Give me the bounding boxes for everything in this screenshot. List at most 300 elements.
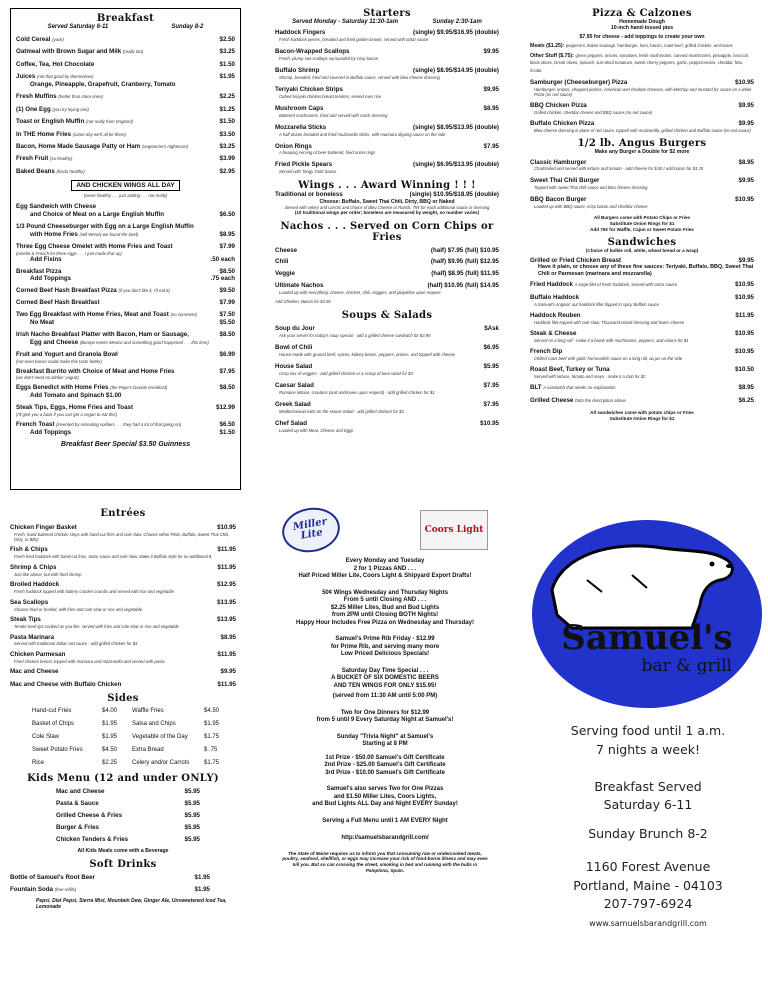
menu-item-name-wrap: [10, 616, 41, 624]
menu-item-row: [16, 404, 235, 412]
menu-item-name: Chili: [275, 258, 289, 266]
menu-item-name: Breakfast Burrito with Choice of Meat and Home Fries: [16, 367, 175, 375]
menu-item-name-wrap: [530, 196, 586, 204]
menu-item-name-wrap: [275, 401, 311, 409]
menu-item-desc: Charbroiled and served with lettuce and tomato - add cheese for $.50 / add bacon for $1.25: [534, 166, 704, 172]
menu-item-name: Juices: [16, 73, 36, 81]
wings-desc: Served with celery and carrots and choice of Bleu Cheese or Ranch, 75¢ for each additional sauce or dressing: [284, 204, 490, 210]
menu-item-name-wrap: [16, 73, 94, 81]
menu-item-desc: Mediterranean twist on the House Salad - add grilled chicken for $3: [279, 408, 404, 414]
menu-item-price: (half) $8.95 (full) $11.95: [431, 270, 499, 278]
menu-item-row: [275, 382, 499, 390]
burgers-sub: Make any Burger a Double for $2 more: [594, 148, 690, 155]
entrees-title: Entrées: [100, 508, 146, 519]
menu-item-name: Bacon, Home Made Sausage Patty or Ham: [16, 143, 141, 151]
menu-item: [10, 581, 236, 594]
menu-item-name-wrap: [530, 79, 627, 87]
menu-item-sub-wrap: [30, 231, 138, 239]
menu-item: [10, 524, 236, 542]
menu-item-name-wrap: [275, 67, 319, 75]
menu-item-price: $3.25: [219, 48, 235, 56]
promo-line: 2nd Prize - $25.00 Samuel's Gift Certificate: [324, 762, 446, 768]
pizza-cheese: $7.95 for cheese - add toppings to create your own: [579, 34, 705, 40]
menu-item-name-wrap: [16, 155, 72, 163]
menu-item-name: Buffalo Haddock: [530, 294, 580, 302]
address-street: 1160 Forest Avenue: [585, 858, 711, 874]
pizza-column: [530, 8, 754, 422]
menu-item: [275, 344, 499, 357]
promo-block: [270, 710, 500, 725]
menu-item-desc: Loaded up with Meat, Cheese and Eggs: [279, 427, 354, 433]
side-name: Sweet Potato Fries: [32, 746, 83, 753]
menu-item-name: Toast or English Muffin: [16, 118, 85, 126]
menu-item-row: [530, 159, 754, 167]
menu-item: [16, 48, 235, 56]
promo-line: and $1.50 Miller Lites, Coors Lights,: [333, 793, 437, 800]
menu-item-price: $10.95: [735, 347, 754, 355]
menu-item-name-wrap: [10, 681, 121, 689]
menu-item: [275, 29, 499, 42]
menu-item-name: Buffalo Chicken Pizza: [530, 119, 595, 127]
menu-item-name: 1/3 Pound Cheeseburger with Egg on a Large English Muffin: [16, 222, 194, 230]
kids-item-name: Chicken Tenders & Fries: [56, 836, 129, 844]
nachos-add: Add Chicken, Bacon for $3.50: [275, 299, 331, 305]
menu-item-name: Greek Salad: [275, 400, 311, 408]
menu-item-sub: with Home Fries: [30, 230, 78, 238]
menu-item: [16, 143, 235, 151]
menu-item-name-wrap: [275, 247, 297, 255]
pizza-title: Pizza & Calzones: [592, 8, 692, 19]
menu-item-name-wrap: [275, 48, 350, 56]
menu-item-name-wrap: [275, 344, 312, 352]
menu-item-sub-price: $1.50: [219, 429, 235, 436]
menu-item-name-wrap: [10, 651, 65, 659]
menu-item-note: (same day we'll all be there): [72, 131, 127, 137]
menu-item-name-wrap: [16, 143, 188, 151]
menu-item-sub: Add Toppings: [30, 275, 72, 283]
menu-item-price: $6.50: [219, 421, 235, 429]
kids-item-price: $5.95: [184, 836, 200, 844]
wings-title: Wings . . . Award Winning ! ! !: [298, 180, 476, 192]
menu-item-name-wrap: [16, 299, 100, 307]
menu-item-sub: No Meat: [30, 318, 55, 326]
menu-item-name: Haddock Fingers: [275, 29, 326, 36]
menu-item-note: (yuck): [52, 37, 64, 42]
pizza-meats-label: Meats ($1.25):: [530, 43, 565, 49]
menu-item-sub: Add Toppings: [30, 429, 72, 436]
wings-price: (single) $10.95/$18.95 (double): [409, 191, 499, 199]
menu-item-row: [275, 258, 499, 266]
menu-item-desc: Fried chicken breast, topped with marinara and mozzarella and served with pasta: [14, 658, 165, 664]
menu-item-row: [16, 118, 235, 126]
menu-item-row: [16, 243, 235, 251]
promo-line: Low Priced Delicious Specials!: [340, 651, 430, 657]
sides-row: [32, 721, 236, 728]
menu-item-name-wrap: [275, 325, 315, 333]
menu-item: [530, 79, 754, 97]
menu-item-row: [10, 651, 236, 659]
menu-item-name-wrap: [10, 524, 77, 532]
menu-item-row: [10, 546, 236, 554]
menu-item-price: $5.95: [483, 363, 499, 370]
menu-item-price: $8.95: [738, 158, 754, 166]
wings-type: Traditional or boneless: [275, 191, 343, 199]
breakfast-sunday: Sunday 8-2: [171, 24, 204, 30]
menu-item-row: [16, 331, 235, 339]
menu-item-name-wrap: [275, 86, 343, 94]
menu-item-name: French Toast: [16, 421, 55, 429]
menu-item-sub-price: $5.50: [219, 318, 235, 326]
menu-item-sub-wrap: [30, 275, 71, 283]
menu-item-name: Fried Haddock: [530, 281, 573, 289]
menu-item-name: Fresh Fruit: [16, 155, 49, 163]
menu-item-desc: Bleu cheese dressing in place of red sauce, topped with mozzarella, grilled chicken and Buffalo sauce (no red sauce): [534, 127, 751, 133]
menu-item: [16, 404, 235, 417]
menu-item-price: $7.95: [483, 400, 499, 408]
promo-line: Half Priced Miller Lite, Coors Light & Shipyard Export Drafts!: [298, 573, 472, 579]
entrees-column: [10, 508, 236, 911]
side-price: $1.75: [204, 759, 220, 766]
sandwich-chicken-name: Grilled or Fried Chicken Breast: [530, 257, 622, 265]
entrees-list: [10, 524, 236, 689]
menu-item-price: $9.95: [483, 47, 499, 55]
menu-item-sub-note: (Bumpo meets Mexico and something good happened . . . this time): [79, 339, 209, 345]
menu-item-name: Chicken Parmesan: [10, 650, 66, 658]
soups-title: Soups & Salads: [341, 310, 433, 322]
drink-refill: (free refills): [54, 887, 77, 893]
pizza-dough: Homemade Dough: [619, 19, 665, 25]
menu-item-row: [16, 368, 235, 376]
menu-item-sub-price: $8.95: [219, 230, 235, 238]
side-price: $ .75: [204, 746, 218, 753]
menu-item-name: Mac and Cheese with Buffalo Chicken: [10, 680, 122, 688]
menu-item-note: (better than store ones): [58, 94, 103, 100]
promo-full-menu: Serving a Full Menu until 1 AM EVERY Night: [322, 817, 448, 824]
menu-item: [16, 168, 235, 176]
menu-item-price: $9.95: [483, 85, 499, 93]
side-price: $1.75: [204, 733, 220, 740]
menu-item-name-wrap: [275, 105, 323, 113]
kids-title: Kids Menu (12 and under ONLY): [27, 772, 219, 784]
menu-item-price: $7.50: [219, 311, 235, 319]
promo-block: [270, 668, 500, 691]
starters-sunday: Sunday 2:30-1am: [432, 19, 482, 25]
menu-item-row: [530, 366, 754, 374]
menu-item-name-wrap: [530, 397, 626, 405]
sides-row: [32, 747, 236, 754]
website: www.samuelsbarandgrill.com: [589, 919, 707, 928]
menu-item-name: Mushroom Caps: [275, 104, 324, 112]
menu-item-sub-wrap: [30, 429, 71, 437]
menu-item-name: Buffalo Shrimp: [275, 66, 320, 74]
menu-item-row: [275, 401, 499, 409]
menu-item-desc: A heaping serving of beer-battered, fried onion rings: [279, 150, 376, 156]
breakfast-served-label: Breakfast Served: [594, 778, 702, 794]
promo-line: (served from 11:30 AM until 5:00 PM): [332, 693, 438, 699]
side-price: $1.95: [102, 733, 118, 740]
burgers-note-3: Add 75¢ for Waffle, Cajun or Sweet Potato Fries: [590, 227, 694, 233]
menu-item: [275, 161, 499, 174]
menu-item-price: $8.50: [219, 384, 235, 392]
menu-item-price: $6.99: [219, 350, 235, 358]
menu-item: [10, 681, 236, 689]
menu-item-row: [275, 270, 499, 278]
menu-item-price: $3.50: [219, 130, 235, 138]
menu-item: [16, 331, 235, 347]
menu-item-name: Cheese: [275, 246, 298, 254]
menu-item-row: [275, 105, 499, 113]
menu-item-price: $8.95: [483, 104, 499, 112]
menu-item: [275, 258, 499, 266]
menu-item-note: (the Pope's favorite breakfast): [110, 385, 168, 391]
menu-item: [275, 247, 499, 255]
side-price: $1.95: [204, 721, 220, 728]
burgers-note-2: Substitute Onion Rings for $1: [609, 221, 675, 227]
menu-item-name: Irish Nacho Breakfast Platter with Bacon, Ham or Sausage,: [16, 330, 189, 338]
promo-line: AND TEN WINGS FOR ONLY $15.95!: [333, 682, 437, 689]
menu-item: [275, 363, 499, 376]
menu-item-row: [530, 348, 754, 356]
menu-item-note: (omelet & French for three eggs . . . I just made that up): [16, 250, 122, 256]
menu-item-desc: Topped with sweet Thai chili sauce and bleu cheese dressing: [534, 185, 648, 191]
menu-item-price: $10.95: [217, 524, 236, 531]
menu-item: [275, 86, 499, 99]
menu-item-name-wrap: [16, 268, 61, 276]
menu-item-price: $9.50: [219, 287, 235, 295]
menu-item: [530, 294, 754, 307]
menu-item-price: $2.95: [219, 167, 235, 175]
menu-item-row: [10, 634, 236, 642]
kids-item-price: $5.95: [184, 799, 200, 807]
logo-sub: bar & grill: [641, 656, 732, 676]
menu-item-name: Samburger (Cheeseburger) Pizza: [530, 78, 628, 86]
side-price: $4.00: [102, 708, 118, 715]
drink-item-name: Fountain Soda: [10, 886, 53, 894]
menu-item-sub-wrap: [30, 256, 62, 264]
side-name: Rice: [32, 759, 45, 766]
menu-item-name-wrap: [530, 159, 586, 167]
menu-item-name: Fresh Muffins: [16, 93, 57, 101]
promo-blocks: [270, 558, 500, 873]
menu-item-name: Caesar Salad: [275, 381, 314, 389]
promo-line: from 2PM until Closing BOTH Nights!: [331, 612, 439, 618]
menu-item: [275, 124, 499, 137]
menu-item-price: (single) $8.95/$13.95 (double): [413, 123, 499, 131]
menu-item: [16, 131, 235, 139]
menu-item: [530, 120, 754, 133]
menu-item-price: $13.95: [217, 598, 236, 606]
promo-line: Starting at 8 PM: [362, 741, 408, 747]
promo-line: A BUCKET OF SIX DOMESTIC BEERS: [331, 675, 439, 681]
menu-item-name: Teriyaki Chicken Strips: [275, 85, 343, 93]
menu-item-name-wrap: [16, 311, 197, 319]
menu-item-name: Coffee, Tea, Hot Chocolate: [16, 60, 95, 68]
info-column: [532, 520, 764, 930]
menu-item-row: [16, 73, 235, 81]
serving-hours: Serving food until 1 a.m.: [570, 723, 726, 738]
menu-item-name-wrap: [530, 177, 599, 185]
menu-item-name: Eggs Benedict with Home Fries: [16, 384, 109, 392]
menu-item-name: Haddock Reuben: [530, 312, 581, 320]
menu-item-name: Two Egg Breakfast with Home Fries, Meat and Toast: [16, 311, 169, 319]
promo-block: [270, 558, 500, 581]
menu-item-row: [16, 155, 235, 163]
menu-item-name-wrap: [275, 382, 314, 390]
menu-item-price: $7.99: [219, 242, 235, 250]
menu-item-name-wrap: [530, 102, 587, 110]
menu-item-sub-price: $6.50: [219, 211, 235, 219]
menu-item-name: Bacon-Wrapped Scallops: [275, 47, 350, 55]
menu-item-name: House Salad: [275, 363, 313, 370]
menu-item-row: [530, 312, 754, 320]
menu-item-price: $1.50: [219, 118, 235, 126]
sandwiches-note-1: All sandwiches come with potato chips or Fries: [590, 409, 694, 415]
kids-item: [56, 812, 200, 819]
menu-item-name-wrap: [10, 564, 56, 572]
menu-item-name: Mac and Cheese: [10, 668, 59, 676]
menu-item-sub-row: [16, 256, 235, 264]
promo-line: 2 for 1 Pizzas AND . . .: [353, 565, 417, 572]
menu-item-name-wrap: [10, 546, 48, 554]
promo-warning: The State of Maine requires us to inform you that consuming raw or undercooked meats, poultry, seafood, shellfish, or eggs may increase your risk of food-borne illness and may even kill you. But so can crossing the street, smoking in bed and running with the bulls in Pamplona, Spain.: [282, 850, 488, 873]
menu-item-name-wrap: [275, 143, 312, 151]
menu-item-price: $6.95: [483, 344, 499, 352]
menu-item-name: In THE Home Fries: [16, 130, 72, 138]
menu-item-name-wrap: [16, 203, 96, 211]
menu-item-desc: Grilled chicken, cheddar cheese and BBQ sauce (no red sauce): [534, 109, 653, 115]
menu-item-price: $1.95: [219, 73, 235, 81]
sides-list: [10, 708, 236, 766]
menu-item-row: [10, 524, 236, 532]
menu-item-row: [16, 93, 235, 101]
menu-item-price: $1.25: [219, 105, 235, 113]
menu-item-sub-price: .75 each: [210, 275, 235, 283]
side-name: Waffle Fries: [132, 708, 164, 715]
pizza-other-list: green peppers, onions, tomatoes, fresh mushrooms, canned mushrooms, pineapple, broccoli, black olives, Greek olives, spinach, sun-dried tomatoes, sweet cherry peppers, garlic, pepperoncinis, cheddar, feta, ricotta: [530, 53, 749, 73]
menu-item: [10, 634, 236, 647]
menu-item: [530, 102, 754, 115]
sandwiches-sub: (Choice of bulkie roll, white, wheat bread or a wrap): [585, 248, 699, 254]
pizza-other-label: Other Stuff ($.75):: [530, 53, 574, 60]
menu-item-name: Roast Beef, Turkey or Tuna: [530, 365, 610, 373]
menu-item: [16, 384, 235, 400]
menu-item: [275, 382, 499, 395]
menu-item-desc: Choose fried or broiled, with fries and cole slaw or rice and vegetable: [14, 606, 143, 612]
burgers-title: 1/2 lb. Angus Burgers: [577, 137, 707, 149]
menu-item-price: $9.95: [738, 177, 754, 185]
menu-item-price: $10.95: [735, 294, 754, 302]
menu-item: [10, 668, 236, 676]
menu-item-row: [10, 616, 236, 624]
drink-item: [10, 886, 210, 894]
menu-item-price: (single) $9.95/$16.95 (double): [413, 29, 499, 36]
coors-light-logo: [420, 510, 488, 550]
samuels-logo: [532, 520, 762, 708]
menu-item: [16, 368, 235, 381]
menu-item-name: BBQ Chicken Pizza: [530, 101, 587, 109]
promo-line: Saturday Day Time Special . . .: [341, 667, 429, 674]
menu-item: [16, 155, 235, 163]
menu-item-row: [16, 61, 235, 69]
promo-block: [270, 636, 500, 659]
menu-item-price: $8.95: [220, 633, 236, 641]
sandwich-chicken-price: $9.95: [738, 257, 754, 265]
menu-item-note: (no comment): [170, 312, 197, 318]
sandwiches-title: Sandwiches: [607, 237, 677, 249]
menu-item-row: [16, 143, 235, 151]
phone-number: 207-797-6924: [603, 896, 693, 912]
menu-item-price: $9.95: [220, 668, 236, 676]
promo-block: [270, 755, 500, 778]
menu-item-name-wrap: [16, 243, 173, 251]
menu-item-sub-row: [16, 319, 235, 327]
menu-item-price: (half) $7.95 (full) $10.95: [430, 246, 499, 254]
menu-item-sub-wrap: [30, 339, 209, 347]
menu-item: [275, 105, 499, 118]
menu-item-name-wrap: [10, 634, 54, 642]
menu-item-row: [530, 102, 754, 110]
side-name: Vegetable of the Day: [132, 733, 188, 740]
menu-item-desc: Fresh haddock topped with buttery cracker crumbs and served with rice and vegetable: [14, 589, 174, 595]
menu-item-price: $10.50: [735, 365, 754, 373]
promo-line: Happy Hour Includes Free Pizza on Wednesday and Thursday!: [296, 619, 474, 626]
menu-item-price: $6.25: [738, 396, 754, 404]
menu-item: [16, 287, 235, 295]
nachos-title: Nachos . . . Served on Corn Chips or Fries: [280, 220, 494, 243]
kids-item-price: $5.95: [184, 824, 200, 832]
wings-choose: Choose: Buffalo, Sweet Thai Chili, Dirty, BBQ or Naked: [319, 198, 455, 205]
menu-item: [16, 268, 235, 284]
menu-item-name-wrap: [16, 106, 89, 114]
menu-item-name-wrap: [16, 223, 194, 231]
promo-url[interactable]: http://samuelsbarandgrill.com/: [341, 835, 429, 841]
menu-item-name: Fish & Chips: [10, 546, 48, 554]
menu-item-sub-row: [16, 429, 235, 437]
menu-item-sub: Add Tomato and Spinach $1.00: [30, 392, 122, 400]
menu-item-price: (half) $9.95 (full) $12.95: [430, 258, 499, 266]
menu-item-name-wrap: [10, 581, 59, 589]
menu-item-row: [275, 344, 499, 352]
menu-item-sub-row: [16, 275, 235, 283]
menu-item-desc: Romaine lettuce, croutons (and anchovies upon request) - add grilled chicken for $3: [279, 389, 435, 395]
menu-item-price: $8.95: [738, 383, 754, 391]
menu-item: [10, 546, 236, 559]
menu-item-row: [530, 79, 754, 87]
menu-item-row: [530, 120, 754, 128]
drinks-flavors: Pepsi, Diet Pepsi, Sierra Mist, Mountain Dew, Ginger Ale, Unsweetened Iced Tea, Lemonade: [36, 898, 227, 911]
promo-line: Samuel's also serves Two for One Pizzas: [326, 786, 444, 792]
menu-item-row: [275, 67, 499, 75]
promo-line: 3rd Prize - $10.00 Samuel's Gift Certificate: [325, 769, 445, 776]
kids-item: [56, 824, 200, 831]
menu-item-price: $9.95: [738, 119, 754, 127]
menu-item-sub: Egg and Cheese: [30, 338, 79, 346]
menu-item-desc: Just like above, but with fried shrimp: [14, 571, 82, 577]
menu-item-row: [530, 177, 754, 185]
menu-item-row: [16, 351, 235, 359]
menu-item-row: [275, 143, 499, 151]
menu-item-sub-row: [16, 231, 235, 239]
menu-item-row: [10, 668, 236, 676]
menu-item-name: Steak & Cheese: [530, 330, 577, 338]
menu-item-note: (really too): [122, 49, 144, 55]
menu-item: [16, 93, 235, 101]
menu-item-name: Sweet Thai Chili Burger: [530, 177, 600, 185]
sides-row: [32, 760, 236, 767]
menu-item-note: (we don't need no stinkin' yogurt): [16, 375, 79, 381]
menu-item-name-wrap: [530, 281, 677, 289]
menu-item: [530, 159, 754, 172]
